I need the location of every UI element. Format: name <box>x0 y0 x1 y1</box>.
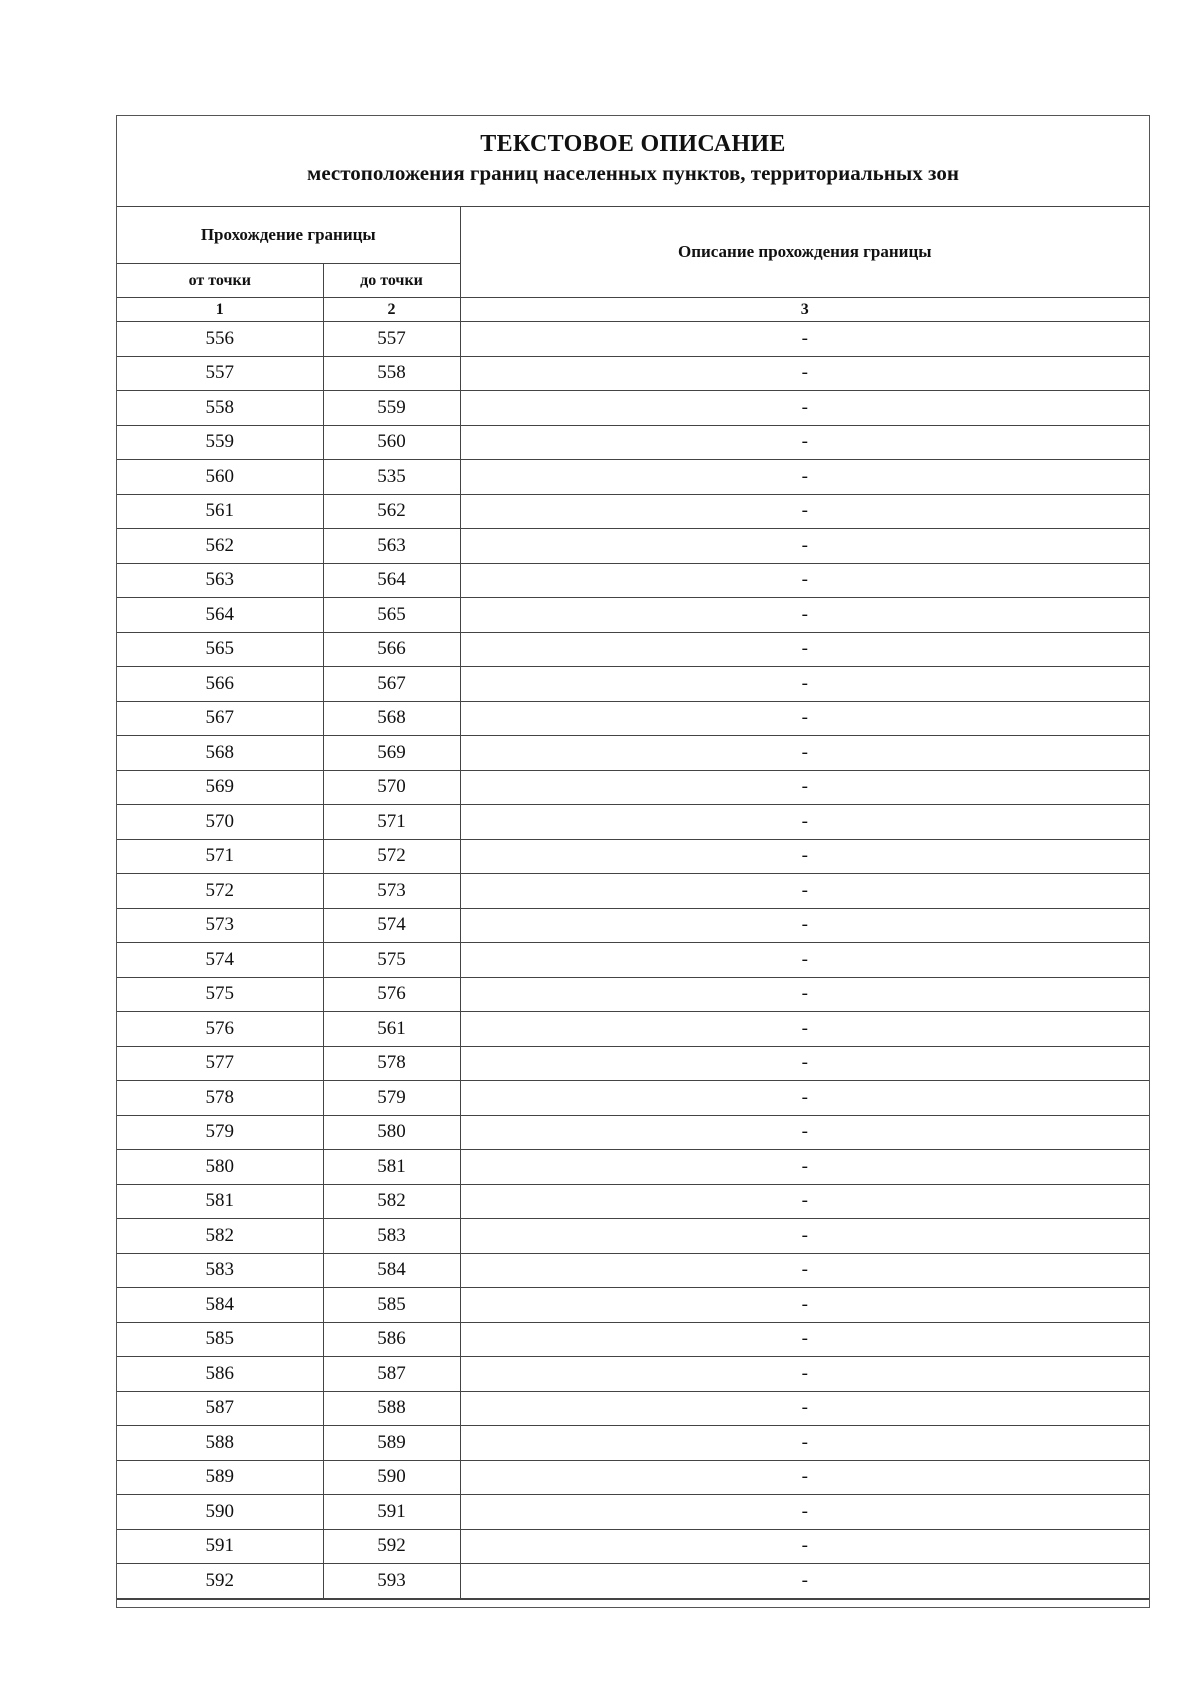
desc-header: Описание прохождения границы <box>460 207 1149 298</box>
cell-to: 589 <box>323 1426 460 1461</box>
cell-from: 558 <box>117 391 323 426</box>
col-number-2: 2 <box>323 298 460 322</box>
cell-desc: - <box>460 1288 1149 1323</box>
cell-from: 569 <box>117 770 323 805</box>
cell-to: 585 <box>323 1288 460 1323</box>
cell-to: 575 <box>323 943 460 978</box>
table-row <box>117 529 1149 564</box>
cell-to: 588 <box>323 1391 460 1426</box>
table-row <box>117 356 1149 391</box>
table-row <box>117 632 1149 667</box>
cell-to: 583 <box>323 1219 460 1254</box>
cell-from: 590 <box>117 1495 323 1530</box>
cell-from: 592 <box>117 1564 323 1599</box>
cell-from: 586 <box>117 1357 323 1392</box>
table-row <box>117 1426 1149 1461</box>
cell-from: 578 <box>117 1081 323 1116</box>
cell-from: 585 <box>117 1322 323 1357</box>
cell-to: 535 <box>323 460 460 495</box>
cell-desc: - <box>460 977 1149 1012</box>
cell-desc: - <box>460 1529 1149 1564</box>
cell-desc: - <box>460 805 1149 840</box>
table-row <box>117 563 1149 598</box>
cell-from: 561 <box>117 494 323 529</box>
cell-from: 556 <box>117 322 323 357</box>
table-row <box>117 1046 1149 1081</box>
table-row <box>117 943 1149 978</box>
cell-to: 581 <box>323 1150 460 1185</box>
cell-desc: - <box>460 1322 1149 1357</box>
cell-from: 562 <box>117 529 323 564</box>
table-row <box>117 494 1149 529</box>
table-row <box>117 322 1149 357</box>
table-row <box>117 908 1149 943</box>
cell-to: 566 <box>323 632 460 667</box>
cell-desc: - <box>460 1357 1149 1392</box>
table-row <box>117 1322 1149 1357</box>
cell-desc: - <box>460 1184 1149 1219</box>
cell-desc: - <box>460 356 1149 391</box>
cell-desc: - <box>460 632 1149 667</box>
cell-desc: - <box>460 563 1149 598</box>
cell-to: 587 <box>323 1357 460 1392</box>
cell-to: 570 <box>323 770 460 805</box>
title-block <box>117 116 1149 207</box>
table-row <box>117 1288 1149 1323</box>
cell-desc: - <box>460 667 1149 702</box>
table-row <box>117 460 1149 495</box>
table-row <box>117 1081 1149 1116</box>
cell-desc: - <box>460 701 1149 736</box>
table-row <box>117 1184 1149 1219</box>
cell-from: 580 <box>117 1150 323 1185</box>
cell-from: 568 <box>117 736 323 771</box>
cell-from: 557 <box>117 356 323 391</box>
table-row <box>117 1012 1149 1047</box>
cell-desc: - <box>460 943 1149 978</box>
document-title: ТЕКСТОВОЕ ОПИСАНИЕ <box>480 131 786 157</box>
cell-to: 592 <box>323 1529 460 1564</box>
cell-to: 559 <box>323 391 460 426</box>
cell-desc: - <box>460 1460 1149 1495</box>
header-row-group <box>117 207 1149 264</box>
cell-to: 564 <box>323 563 460 598</box>
cell-from: 581 <box>117 1184 323 1219</box>
cell-to: 591 <box>323 1495 460 1530</box>
table-row <box>117 874 1149 909</box>
boundary-table <box>117 207 1149 1599</box>
col-number-3: 3 <box>460 298 1149 322</box>
cell-from: 559 <box>117 425 323 460</box>
cell-from: 564 <box>117 598 323 633</box>
cell-from: 560 <box>117 460 323 495</box>
cell-desc: - <box>460 839 1149 874</box>
cell-to: 557 <box>323 322 460 357</box>
cell-to: 586 <box>323 1322 460 1357</box>
cell-to: 565 <box>323 598 460 633</box>
table-row <box>117 667 1149 702</box>
cell-to: 584 <box>323 1253 460 1288</box>
cell-to: 590 <box>323 1460 460 1495</box>
table-row <box>117 1219 1149 1254</box>
cell-from: 565 <box>117 632 323 667</box>
cell-to: 560 <box>323 425 460 460</box>
cell-to: 572 <box>323 839 460 874</box>
cell-from: 563 <box>117 563 323 598</box>
table-row <box>117 1253 1149 1288</box>
table-row <box>117 977 1149 1012</box>
cell-from: 589 <box>117 1460 323 1495</box>
document-subtitle: местоположения границ населенных пунктов, территориальных зон <box>307 161 959 185</box>
cell-to: 582 <box>323 1184 460 1219</box>
group-header: Прохождение границы <box>117 207 460 264</box>
table-row <box>117 391 1149 426</box>
cell-to: 558 <box>323 356 460 391</box>
cell-from: 572 <box>117 874 323 909</box>
from-header: от точки <box>117 264 323 298</box>
table-row <box>117 1150 1149 1185</box>
cell-desc: - <box>460 1012 1149 1047</box>
table-row <box>117 736 1149 771</box>
table-row <box>117 1357 1149 1392</box>
cell-desc: - <box>460 460 1149 495</box>
cell-to: 578 <box>323 1046 460 1081</box>
cell-desc: - <box>460 874 1149 909</box>
cell-from: 584 <box>117 1288 323 1323</box>
cell-to: 567 <box>323 667 460 702</box>
cell-to: 561 <box>323 1012 460 1047</box>
cell-to: 593 <box>323 1564 460 1599</box>
table-row <box>117 1391 1149 1426</box>
cell-to: 568 <box>323 701 460 736</box>
table-row <box>117 425 1149 460</box>
cell-from: 574 <box>117 943 323 978</box>
cell-desc: - <box>460 1081 1149 1116</box>
cell-to: 576 <box>323 977 460 1012</box>
cell-desc: - <box>460 1219 1149 1254</box>
cell-desc: - <box>460 1391 1149 1426</box>
cell-to: 571 <box>323 805 460 840</box>
cell-to: 579 <box>323 1081 460 1116</box>
table-row <box>117 805 1149 840</box>
table-bottom-rule <box>117 1599 1149 1607</box>
cell-desc: - <box>460 770 1149 805</box>
cell-to: 563 <box>323 529 460 564</box>
cell-from: 588 <box>117 1426 323 1461</box>
table-row <box>117 1495 1149 1530</box>
cell-from: 579 <box>117 1115 323 1150</box>
header-row-numbers <box>117 298 1149 322</box>
cell-desc: - <box>460 1564 1149 1599</box>
cell-desc: - <box>460 908 1149 943</box>
cell-to: 574 <box>323 908 460 943</box>
cell-from: 576 <box>117 1012 323 1047</box>
cell-from: 591 <box>117 1529 323 1564</box>
table-row <box>117 1529 1149 1564</box>
cell-desc: - <box>460 1253 1149 1288</box>
table-row <box>117 1115 1149 1150</box>
cell-to: 580 <box>323 1115 460 1150</box>
cell-from: 567 <box>117 701 323 736</box>
cell-from: 566 <box>117 667 323 702</box>
cell-desc: - <box>460 1150 1149 1185</box>
table-row <box>117 839 1149 874</box>
cell-from: 570 <box>117 805 323 840</box>
cell-desc: - <box>460 1115 1149 1150</box>
table-row <box>117 770 1149 805</box>
cell-desc: - <box>460 425 1149 460</box>
cell-from: 577 <box>117 1046 323 1081</box>
table-row <box>117 1460 1149 1495</box>
cell-from: 582 <box>117 1219 323 1254</box>
cell-desc: - <box>460 1426 1149 1461</box>
cell-desc: - <box>460 391 1149 426</box>
cell-to: 569 <box>323 736 460 771</box>
cell-desc: - <box>460 736 1149 771</box>
cell-desc: - <box>460 494 1149 529</box>
table-row <box>117 701 1149 736</box>
table-body <box>117 322 1149 1599</box>
col-number-1: 1 <box>117 298 323 322</box>
cell-from: 573 <box>117 908 323 943</box>
cell-from: 587 <box>117 1391 323 1426</box>
cell-desc: - <box>460 1046 1149 1081</box>
cell-from: 571 <box>117 839 323 874</box>
boundary-description-sheet <box>116 115 1150 1608</box>
cell-from: 575 <box>117 977 323 1012</box>
table-row <box>117 1564 1149 1599</box>
cell-desc: - <box>460 529 1149 564</box>
to-header: до точки <box>323 264 460 298</box>
cell-desc: - <box>460 1495 1149 1530</box>
cell-to: 562 <box>323 494 460 529</box>
cell-desc: - <box>460 322 1149 357</box>
table-row <box>117 598 1149 633</box>
cell-from: 583 <box>117 1253 323 1288</box>
cell-desc: - <box>460 598 1149 633</box>
cell-to: 573 <box>323 874 460 909</box>
